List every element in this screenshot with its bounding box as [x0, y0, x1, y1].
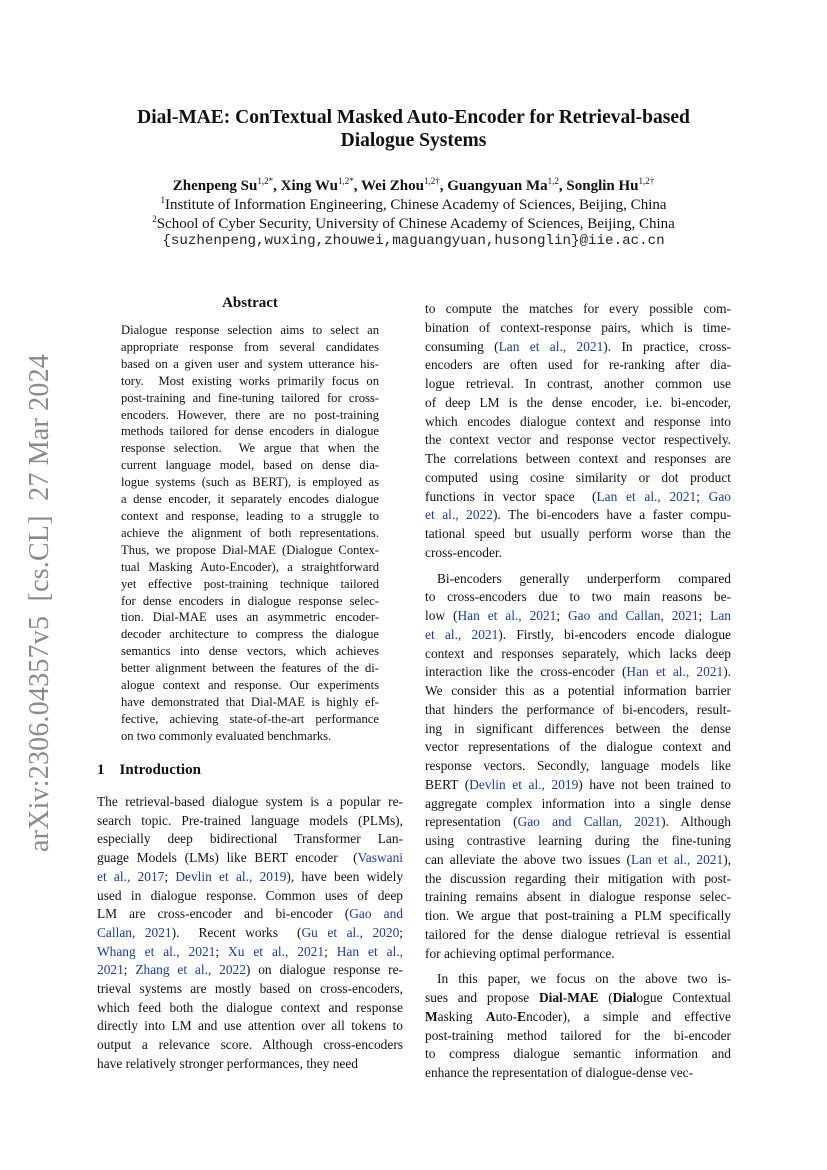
author-affiliation-marker: 1,2*: [338, 176, 354, 186]
text-run: tion. We argue that post-training a PLM specifically: [425, 908, 731, 923]
affiliation-2: [0, 214, 827, 233]
citation-link[interactable]: Lan et al., 2021: [630, 851, 724, 867]
paragraph: [425, 570, 731, 964]
citation-link[interactable]: Gao: [708, 488, 731, 504]
text-run: a dense encoder, it separately encodes dialogue: [121, 492, 379, 507]
affiliation-1: [0, 195, 827, 214]
text-run: have relatively stronger performances, they need: [97, 1055, 358, 1071]
text-run: The correlations between context and responses are: [425, 451, 731, 466]
text-line: [121, 508, 379, 525]
text-run: ;: [324, 943, 337, 959]
text-run: ;: [696, 488, 709, 504]
text-line: [121, 576, 379, 593]
text-line: [97, 1036, 403, 1055]
text-run: the discussion regarding their mitigation with post-: [425, 870, 731, 886]
author-emails: {suzhenpeng,wuxing,zhouwei,maguangyuan,husonglin}@iie.ac.cn: [162, 233, 665, 249]
bold-text: A: [485, 1008, 496, 1024]
abstract-body: [121, 322, 379, 752]
text-run: context and responses separately, which lacks deep: [425, 645, 731, 661]
text-run: have demonstrated that Dial-MAE is highly ef-: [121, 694, 379, 709]
text-run: response selection. We argue that when the: [121, 441, 379, 456]
text-run: vector representations of the dialogue context and: [425, 739, 731, 755]
text-run: Thus, we propose Dial-MAE (Dialogue Contex-: [121, 542, 379, 557]
text-run: training remains absent in dialogue response selec-: [425, 889, 731, 905]
paragraph: [121, 322, 379, 745]
text-run: ). The bi-encoders have a faster compu-: [492, 507, 732, 523]
text-run: trieval systems are mostly based on cross-encoders,: [97, 981, 403, 997]
text-line: [425, 1027, 731, 1046]
text-run: ). Although: [661, 814, 731, 830]
text-run: tual Masking Auto-Encoder), a straightforward: [121, 559, 379, 574]
text-run: can alleviate the above two issues (: [425, 851, 631, 867]
text-line: [425, 682, 731, 701]
text-run: directly into LM and use attention over all tokens to: [97, 1018, 403, 1034]
text-line: [121, 322, 379, 339]
text-run: encoders are often used for re-ranking after dia-: [425, 357, 731, 373]
text-run: better alignment between the features of the di-: [121, 661, 379, 676]
text-line: [425, 645, 731, 664]
text-line: [425, 525, 731, 544]
citation-link[interactable]: Zhang et al., 2022: [135, 962, 246, 978]
citation-link[interactable]: Lan et al., 2021: [596, 488, 697, 504]
arxiv-stamp: arXiv:2306.04357v5 [cs.CL] 27 Mar 2024: [24, 354, 55, 852]
text-line: [121, 474, 379, 491]
text-run: ), have been widely: [286, 868, 404, 884]
text-line: [425, 1064, 731, 1083]
citation-link[interactable]: Lan: [710, 608, 731, 623]
text-run: aggregate complex information into a single dense: [425, 795, 731, 811]
text-line: [425, 989, 731, 1008]
text-run: appropriate response from several candidates: [121, 339, 379, 354]
text-line: [97, 1055, 403, 1074]
text-line: [121, 626, 379, 643]
text-line: [425, 450, 731, 469]
text-run: search topic. Pre-trained language models (PLMs),: [97, 812, 403, 828]
text-line: [425, 544, 731, 563]
section-title: Introduction: [119, 762, 201, 778]
author-name: Xing Wu: [280, 178, 339, 194]
text-run: ;: [215, 943, 229, 959]
text-run: functions in vector space (: [425, 488, 597, 504]
text-line: [425, 488, 731, 507]
text-line: [425, 1045, 731, 1064]
text-line: [425, 720, 731, 739]
text-line: [97, 943, 403, 962]
text-run: uto-: [495, 1008, 518, 1024]
text-run: In this paper, we focus on the above two is-: [437, 971, 731, 987]
text-run: bination of context-response pairs, which is time-: [425, 319, 731, 335]
text-run: post-training and fine-tuning tailored for cross-: [121, 390, 379, 405]
citation-link[interactable]: 2021: [97, 962, 124, 978]
text-line: [97, 868, 403, 887]
affiliation-text: Institute of Information Engineering, Chinese Academy of Sciences, Beijing, China: [164, 197, 667, 213]
text-run: alogue context and response. Our experiments: [121, 678, 379, 693]
section-number: 1: [97, 762, 105, 778]
text-run: of deep LM is the dense encoder, i.e. bi-encoder,: [425, 394, 731, 410]
text-run: logue systems (such as BERT), is employed as: [121, 475, 379, 490]
author-list: Zhenpeng $Su^{1,2*}$, Xing $Wu^{1,2*}$, Wei Zhou$^{1,2\dagger}$, Guangyuan Ma$^{1,2}$, Songlin $Hu^{1,2\dagger}$: [172, 176, 655, 194]
bold-text: Dial-MAE: [538, 990, 599, 1005]
text-line: [425, 394, 731, 413]
text-run: semantics into dense vectors, which achieves: [121, 644, 379, 659]
text-run: enhance the representation of dialogue-dense vec-: [425, 1065, 694, 1080]
paper-title: [0, 106, 827, 152]
affiliation-text: School of Cyber Security, University of Chinese Academy of Sciences, Beijing, China: [156, 216, 675, 232]
text-run: ;: [123, 962, 136, 978]
text-run: current language model, based on dense dia-: [121, 458, 379, 473]
text-run: context and response, leading to a struggle to: [121, 508, 379, 523]
text-line: [121, 525, 379, 542]
text-line: [121, 677, 379, 694]
text-run: ogue Contextual: [636, 990, 731, 1005]
text-line: [425, 375, 731, 394]
text-run: ) have not been trained to: [578, 776, 731, 792]
text-run: tion. Dial-MAE uses an asymmetric encoder-: [121, 610, 379, 625]
text-run: fective, achieving state-of-the-art performance: [121, 711, 379, 726]
text-run: yet effective post-training technique tailored: [121, 576, 379, 591]
text-line: [425, 570, 731, 589]
citation-link[interactable]: Callan, 2021: [97, 924, 172, 940]
text-run: interaction like the cross-encoder (: [425, 664, 627, 680]
text-line: [425, 338, 731, 357]
text-line: [425, 970, 731, 989]
bold-text: Dial: [612, 990, 637, 1005]
text-run: guage Models (LMs) like BERT encoder (: [97, 850, 358, 866]
citation-link[interactable]: Han et al., 2021: [457, 608, 557, 623]
text-line: [121, 440, 379, 457]
text-run: encoders. However, there are no post-training: [121, 407, 379, 422]
text-run: based on a given user and system utterance his-: [121, 356, 379, 371]
text-line: [425, 926, 731, 945]
text-line: [425, 607, 731, 626]
author-name: Zhenpeng Su: [172, 178, 258, 194]
citation-link[interactable]: Gao and Callan, 2021: [568, 608, 699, 623]
text-line: [425, 907, 731, 926]
author-affiliation-marker: 1,2†: [638, 176, 655, 186]
text-run: low (: [425, 608, 458, 623]
paragraph: [425, 970, 731, 1083]
text-run: (: [598, 990, 613, 1005]
text-run: logue retrieval. In contrast, another common use: [425, 376, 731, 391]
text-run: asking: [437, 1008, 486, 1024]
text-run: cross-encoder.: [425, 544, 502, 560]
author-name: Guangyuan Ma: [447, 178, 548, 194]
text-run: Dialogue response selection aims to select an: [121, 323, 379, 337]
text-run: computed using cosine similarity or dot product: [425, 469, 731, 485]
text-run: ). Recent works (: [171, 924, 302, 940]
citation-link[interactable]: Lan et al., 2021: [498, 338, 604, 354]
text-line: [97, 924, 403, 943]
text-line: [425, 356, 731, 375]
text-line: [121, 643, 379, 660]
text-line: [425, 663, 731, 682]
text-run: ing in significant differences between the dense: [425, 720, 731, 736]
title-line: Dial-MAE: ConTextual Masked Auto-Encoder for Retrieval-based: [137, 107, 690, 128]
title-line: Dialogue Systems: [340, 130, 487, 151]
text-run: ).: [723, 664, 731, 680]
text-line: [121, 373, 379, 390]
text-run: The retrieval-based dialogue system is a popular re-: [97, 794, 403, 809]
text-run: for achieving optimal performance.: [425, 945, 615, 961]
text-line: [425, 832, 731, 851]
text-line: [425, 626, 731, 645]
text-run: which feed both the dialogue context and response: [97, 999, 403, 1015]
text-line: [425, 851, 731, 870]
paragraph: [97, 793, 403, 1074]
text-run: sues and propose: [425, 990, 539, 1005]
text-run: representation (: [425, 814, 518, 830]
text-run: tational speed but usually perform worse than the: [425, 526, 731, 541]
text-run: consuming (: [425, 338, 499, 354]
text-line: [121, 339, 379, 356]
text-run: on two commonly evaluated benchmarks.: [121, 728, 332, 743]
text-run: especially deep bidirectional Transformer Lan-: [97, 831, 403, 847]
text-run: achieve the alignment of both representations.: [121, 525, 379, 540]
text-run: LM are cross-encoder and bi-encoder (: [97, 906, 350, 922]
text-run: ). In practice, cross-: [603, 338, 732, 354]
citation-link[interactable]: Vaswani: [357, 850, 403, 866]
bold-text: E: [517, 1008, 527, 1024]
text-run: which encodes dialogue context and response into: [425, 413, 731, 429]
citation-link[interactable]: Gao and Callan, 2021: [517, 814, 662, 830]
citation-link[interactable]: Gu et al., 2020: [301, 924, 400, 940]
text-line: [425, 888, 731, 907]
text-line: [425, 413, 731, 432]
affiliation-marker: 2: [152, 214, 157, 224]
text-run: methods tailored for dense encoders in dialogue: [121, 424, 379, 439]
abstract-heading: Abstract: [222, 295, 278, 311]
text-run: the context vector and response vector respectively.: [425, 432, 731, 448]
text-line: [121, 457, 379, 474]
text-line: [425, 469, 731, 488]
author-affiliation-marker: 1,2†: [423, 176, 440, 186]
text-line: [121, 559, 379, 576]
author-affiliation-marker: 1,2: [547, 176, 559, 186]
text-line: [425, 795, 731, 814]
text-line: [121, 593, 379, 610]
text-run: ),: [723, 851, 732, 867]
text-line: [97, 999, 403, 1018]
affiliation-marker: 1: [160, 195, 165, 205]
text-line: [425, 738, 731, 757]
text-run: decoder architecture to compress the dialogue: [121, 627, 379, 642]
text-run: response vectors. Secondly, language models like: [425, 758, 731, 773]
text-run: using contrastive learning during the fine-tuning: [425, 833, 731, 848]
citation-link[interactable]: Gao and: [349, 906, 403, 922]
text-line: [121, 660, 379, 677]
text-line: [97, 905, 403, 924]
text-run: to compress dialogue semantic information and: [425, 1046, 731, 1062]
text-line: [121, 542, 379, 559]
text-run: ;: [164, 868, 176, 884]
text-run: We consider this as a potential information barrier: [425, 683, 731, 698]
text-line: [97, 849, 403, 868]
text-run: Bi-encoders generally underperform compared: [437, 570, 731, 586]
paragraph: [425, 300, 731, 563]
text-run: to cross-encoders due to two main reasons be-: [425, 589, 731, 605]
text-run: post-training method tailored for the bi-encoder: [425, 1027, 731, 1043]
citation-link[interactable]: Devlin et al., 2019: [469, 776, 579, 792]
text-run: ncoder), a simple and effective: [526, 1008, 732, 1024]
text-line: [425, 300, 731, 319]
citation-link[interactable]: Devlin et al., 2019: [175, 868, 287, 884]
author-name: Songlin Hu: [566, 178, 639, 194]
text-line: [425, 870, 731, 889]
text-line: [425, 431, 731, 450]
author-name: Wei Zhou: [361, 178, 424, 194]
text-run: to compute the matches for every possible com-: [425, 301, 731, 316]
citation-link[interactable]: et al., 2017: [97, 868, 165, 884]
text-line: [121, 407, 379, 424]
bold-text: M: [425, 1008, 438, 1024]
left-column-text: [97, 793, 403, 1081]
text-line: [121, 491, 379, 508]
text-line: [97, 980, 403, 999]
text-run: used in dialogue response. Common uses of deep: [97, 887, 403, 903]
text-line: [425, 506, 731, 525]
text-run: output a relevance score. Although cross-encoders: [97, 1037, 403, 1053]
text-line: [121, 423, 379, 440]
text-line: [425, 588, 731, 607]
text-line: [121, 694, 379, 711]
citation-link[interactable]: et al., 2021: [425, 626, 499, 642]
text-line: [425, 945, 731, 964]
text-run: tory. Most existing works primarily focus on: [121, 373, 379, 388]
text-run: ;: [556, 608, 569, 623]
section-heading-introduction: [97, 762, 201, 779]
text-line: [97, 961, 403, 980]
text-run: that hinders the performance of bi-encoders, result-: [425, 701, 731, 717]
citation-link[interactable]: Han et al., 2021: [626, 664, 724, 680]
text-run: ;: [698, 608, 711, 623]
text-line: [97, 793, 403, 812]
text-line: [97, 1017, 403, 1036]
text-run: ;: [399, 924, 403, 940]
text-line: [425, 319, 731, 338]
text-line: [425, 776, 731, 795]
text-run: ). Firstly, bi-encoders encode dialogue: [498, 626, 732, 642]
citation-link[interactable]: Xu et al., 2021: [228, 943, 325, 959]
text-line: [121, 356, 379, 373]
citation-link[interactable]: et al., 2022: [425, 507, 493, 523]
text-run: for dense encoders in dialogue response selec-: [121, 593, 379, 608]
text-line: [425, 757, 731, 776]
text-line: [97, 887, 403, 906]
text-line: [121, 728, 379, 745]
text-line: [97, 812, 403, 831]
right-column-text: [425, 300, 731, 1090]
text-line: [121, 609, 379, 626]
text-line: [121, 711, 379, 728]
text-line: [121, 390, 379, 407]
text-run: tailored for the dense dialogue retrieval is essential: [425, 926, 731, 942]
text-line: [425, 701, 731, 720]
text-run: BERT (: [425, 776, 470, 792]
text-line: [97, 830, 403, 849]
text-run: ) on dialogue response re-: [245, 962, 403, 978]
text-line: [425, 813, 731, 832]
citation-link[interactable]: Whang et al., 2021: [97, 943, 216, 959]
citation-link[interactable]: Han et al.,: [336, 943, 404, 959]
text-line: [425, 1008, 731, 1027]
author-affiliation-marker: 1,2*: [257, 176, 274, 186]
